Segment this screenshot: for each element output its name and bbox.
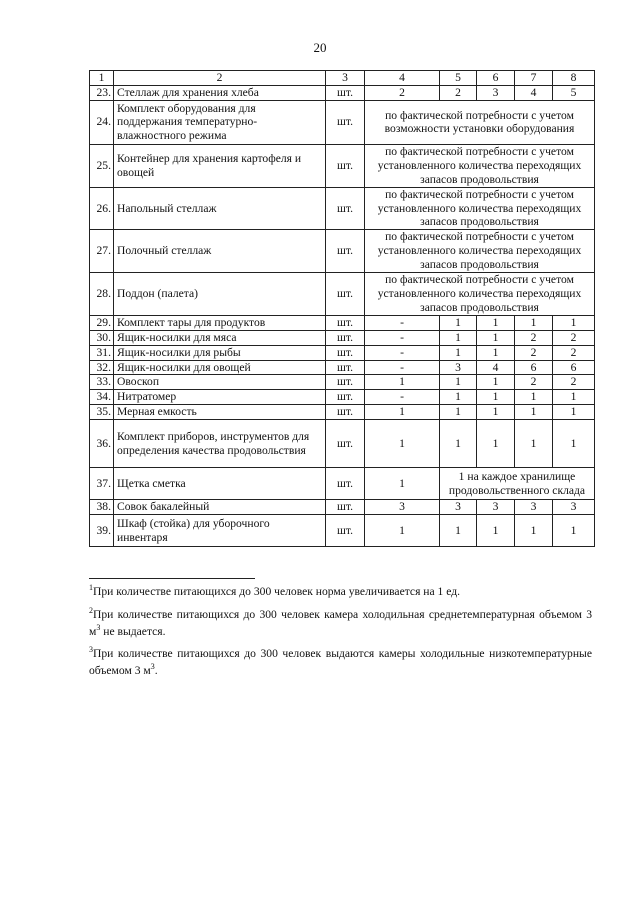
row-number: 25.: [90, 144, 114, 187]
item-unit: шт.: [326, 144, 365, 187]
row-number: 35.: [90, 405, 114, 420]
quantity-cell: 3: [553, 500, 595, 515]
row-number: 27.: [90, 230, 114, 273]
page-number: 20: [313, 40, 327, 55]
item-unit: шт.: [326, 100, 365, 144]
footnote: $^3$При количестве питающихся до 300 человек выдаются камеры холодильные низкотемпературные объемом 3 $м^3$.: [89, 645, 592, 678]
row-number: 32.: [90, 360, 114, 375]
table-row: [90, 375, 595, 390]
quantity-note: по фактической потребности с учетом установленного количества переходящих запасов продовольствия: [365, 187, 595, 230]
quantity-note: по фактической потребности с учетом установленного количества переходящих запасов продовольствия: [365, 230, 595, 273]
item-unit: шт.: [326, 375, 365, 390]
table-row: [90, 515, 595, 547]
table-row: [90, 420, 595, 468]
item-unit: шт.: [326, 86, 365, 101]
row-number: 33.: [90, 375, 114, 390]
quantity-cell: 1: [440, 315, 477, 330]
quantity-note: по фактической потребности с учетом возможности установки оборудования: [365, 100, 595, 144]
row-number: 39.: [90, 515, 114, 547]
table-row: [90, 345, 595, 360]
item-unit: шт.: [326, 187, 365, 230]
column-header: 3: [326, 71, 365, 86]
item-name: Щетка сметка: [114, 468, 326, 500]
quantity-cell: 1: [515, 420, 553, 468]
table-row: [90, 273, 595, 316]
quantity-cell: 6: [553, 360, 595, 375]
item-name: Овоскоп: [114, 375, 326, 390]
quantity-cell: -: [365, 330, 440, 345]
column-header: 5: [440, 71, 477, 86]
item-name: Нитратомер: [114, 390, 326, 405]
column-header: 4: [365, 71, 440, 86]
quantity-cell: 3: [365, 500, 440, 515]
table-row: [90, 144, 595, 187]
quantity-note: по фактической потребности с учетом установленного количества переходящих запасов продовольствия: [365, 144, 595, 187]
item-unit: шт.: [326, 330, 365, 345]
item-unit: шт.: [326, 468, 365, 500]
quantity-cell: 4: [515, 86, 553, 101]
row-number: 37.: [90, 468, 114, 500]
table-row: [90, 500, 595, 515]
item-unit: шт.: [326, 390, 365, 405]
table-row: [90, 468, 595, 500]
row-number: 24.: [90, 100, 114, 144]
quantity-cell: 2: [553, 345, 595, 360]
quantity-cell: -: [365, 345, 440, 360]
quantity-cell: 1: [477, 420, 515, 468]
table-row: [90, 315, 595, 330]
quantity-cell: 6: [515, 360, 553, 375]
column-header: 8: [553, 71, 595, 86]
item-name: Комплект оборудования для поддержания температурно-влажностного режима: [114, 100, 326, 144]
column-header: 7: [515, 71, 553, 86]
quantity-cell: 3: [440, 360, 477, 375]
quantity-cell: 1: [477, 515, 515, 547]
row-number: 26.: [90, 187, 114, 230]
quantity-cell: 1: [553, 515, 595, 547]
column-header: 6: [477, 71, 515, 86]
quantity-cell: 1: [365, 468, 440, 500]
quantity-cell: -: [365, 315, 440, 330]
quantity-cell: 1: [515, 405, 553, 420]
quantity-cell: 2: [553, 330, 595, 345]
quantity-cell: 2: [553, 375, 595, 390]
quantity-cell: 5: [553, 86, 595, 101]
item-name: Совок бакалейный: [114, 500, 326, 515]
item-name: Поддон (палета): [114, 273, 326, 316]
item-unit: шт.: [326, 500, 365, 515]
column-header: 2: [114, 71, 326, 86]
quantity-cell: 1: [553, 315, 595, 330]
item-name: Ящик-носилки для рыбы: [114, 345, 326, 360]
row-number: 28.: [90, 273, 114, 316]
table-row: [90, 405, 595, 420]
quantity-cell: 1: [515, 390, 553, 405]
quantity-cell: 1: [477, 405, 515, 420]
item-name: Мерная емкость: [114, 405, 326, 420]
item-name: Напольный стеллаж: [114, 187, 326, 230]
row-number: 23.: [90, 86, 114, 101]
row-number: 31.: [90, 345, 114, 360]
quantity-cell: 1: [477, 330, 515, 345]
table-header-row: [90, 71, 595, 86]
equipment-norms-table: [89, 70, 595, 547]
table-row: [90, 100, 595, 144]
quantity-cell: 1: [440, 330, 477, 345]
row-number: 38.: [90, 500, 114, 515]
quantity-cell: 1: [440, 405, 477, 420]
quantity-cell: 1: [553, 405, 595, 420]
quantity-cell: 1: [440, 515, 477, 547]
table-row: [90, 86, 595, 101]
quantity-cell: 1: [440, 420, 477, 468]
item-unit: шт.: [326, 273, 365, 316]
quantity-cell: 1: [477, 315, 515, 330]
item-unit: шт.: [326, 405, 365, 420]
item-name: Полочный стеллаж: [114, 230, 326, 273]
quantity-cell: 1: [365, 375, 440, 390]
item-name: Контейнер для хранения картофеля и овощей: [114, 144, 326, 187]
table-row: [90, 187, 595, 230]
table-row: [90, 390, 595, 405]
item-unit: шт.: [326, 315, 365, 330]
quantity-cell: 2: [515, 375, 553, 390]
item-name: Ящик-носилки для мяса: [114, 330, 326, 345]
quantity-cell: 1: [440, 390, 477, 405]
quantity-cell: 1: [553, 390, 595, 405]
item-unit: шт.: [326, 360, 365, 375]
item-name: Комплект приборов, инструментов для определения качества продовольствия: [114, 420, 326, 468]
quantity-cell: 1: [365, 515, 440, 547]
quantity-note: по фактической потребности с учетом установленного количества переходящих запасов продовольствия: [365, 273, 595, 316]
item-unit: шт.: [326, 515, 365, 547]
quantity-cell: 1: [515, 515, 553, 547]
quantity-cell: 2: [440, 86, 477, 101]
quantity-note: 1 на каждое хранилище продовольственного склада: [440, 468, 595, 500]
quantity-cell: 1: [477, 345, 515, 360]
quantity-cell: -: [365, 360, 440, 375]
quantity-cell: 2: [365, 86, 440, 101]
footnotes: [89, 584, 592, 686]
row-number: 34.: [90, 390, 114, 405]
quantity-cell: 1: [477, 375, 515, 390]
footnote: $^1$При количестве питающихся до 300 человек норма увеличивается на 1 ед.: [89, 583, 461, 598]
quantity-cell: 2: [515, 330, 553, 345]
quantity-cell: 1: [440, 345, 477, 360]
item-unit: шт.: [326, 345, 365, 360]
quantity-cell: 3: [440, 500, 477, 515]
item-name: Стеллаж для хранения хлеба: [114, 86, 326, 101]
table-row: [90, 360, 595, 375]
quantity-cell: 1: [365, 420, 440, 468]
row-number: 30.: [90, 330, 114, 345]
quantity-cell: 3: [477, 86, 515, 101]
item-unit: шт.: [326, 420, 365, 468]
item-name: Комплект тары для продуктов: [114, 315, 326, 330]
quantity-cell: 1: [477, 390, 515, 405]
quantity-cell: 1: [440, 375, 477, 390]
quantity-cell: 4: [477, 360, 515, 375]
quantity-cell: 3: [477, 500, 515, 515]
item-unit: шт.: [326, 230, 365, 273]
quantity-cell: 1: [365, 405, 440, 420]
footnote: $^2$При количестве питающихся до 300 человек камера холодильная среднетемпературная объемом 3 $м^3$ не выдается.: [89, 605, 592, 638]
table-row: [90, 330, 595, 345]
quantity-cell: 1: [515, 315, 553, 330]
footnote-divider: [89, 578, 255, 579]
item-name: Шкаф (стойка) для уборочного инвентаря: [114, 515, 326, 547]
row-number: 36.: [90, 420, 114, 468]
quantity-cell: 1: [553, 420, 595, 468]
table-row: [90, 230, 595, 273]
quantity-cell: 3: [515, 500, 553, 515]
row-number: 29.: [90, 315, 114, 330]
quantity-cell: 2: [515, 345, 553, 360]
column-header: 1: [90, 71, 114, 86]
item-name: Ящик-носилки для овощей: [114, 360, 326, 375]
quantity-cell: -: [365, 390, 440, 405]
